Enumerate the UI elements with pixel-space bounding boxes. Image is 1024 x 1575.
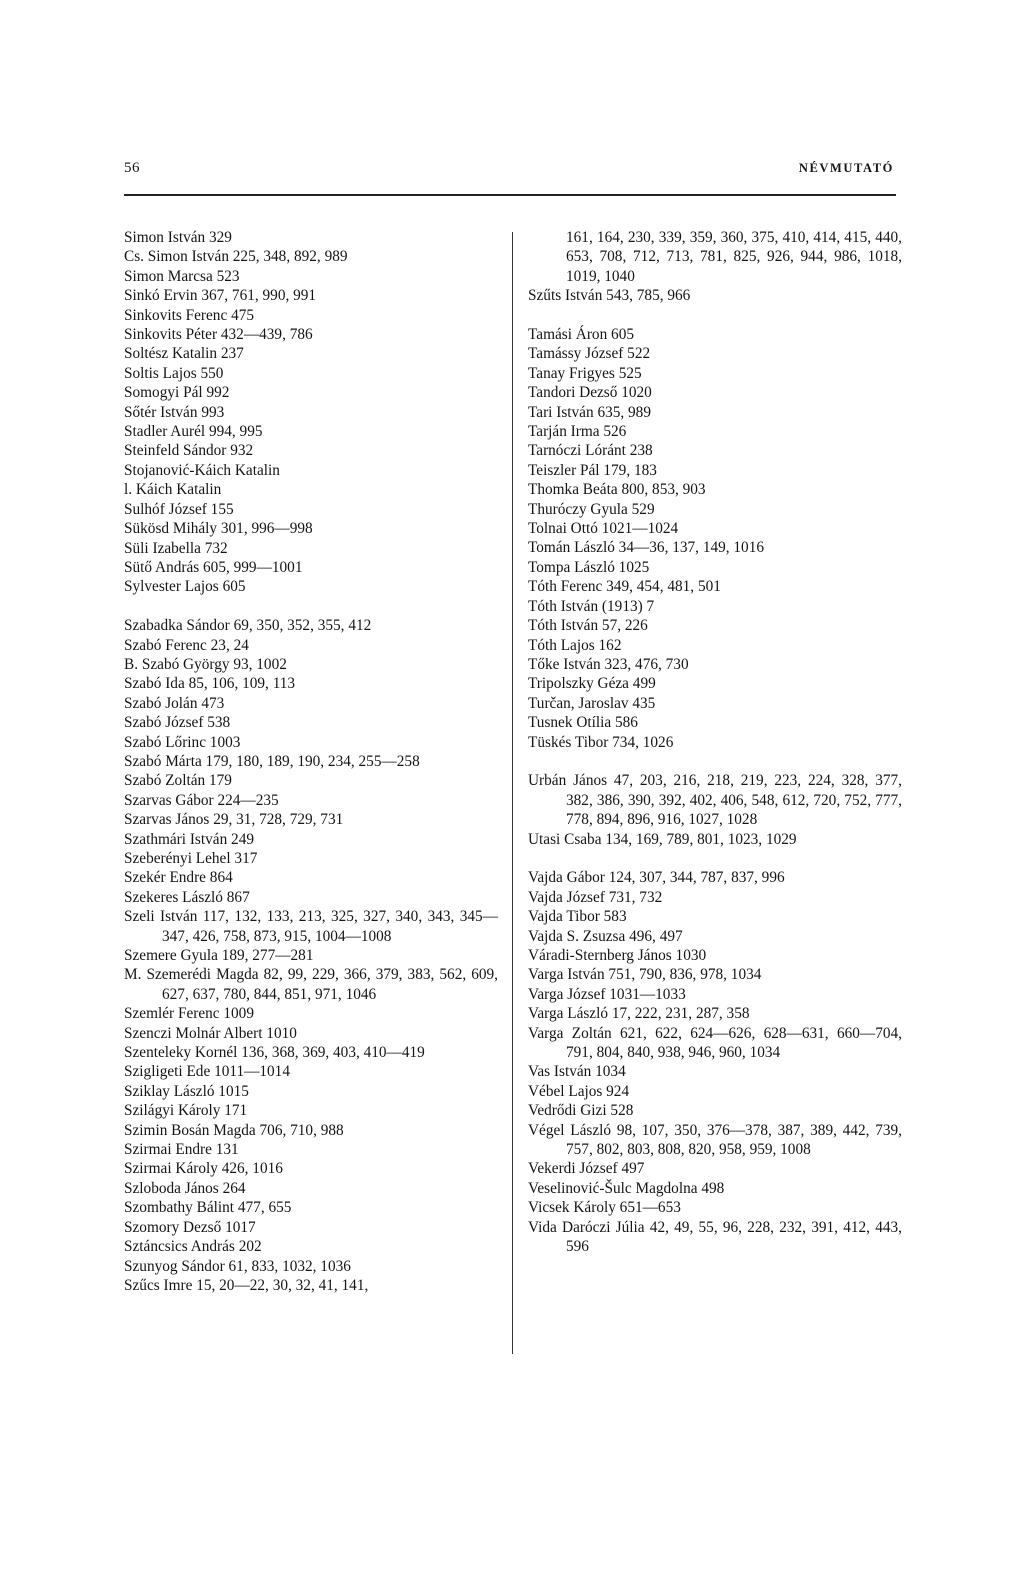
index-entry: Tompa László 1025 bbox=[528, 558, 650, 576]
index-entry: Tarnóczi Lóránt 238 bbox=[528, 442, 653, 460]
index-entry: Turčan, Jaroslav 435 bbox=[528, 694, 656, 712]
index-entry: Varga Zoltán 621, 622, 624—626, 628—631, 660—704, 791, 804, 840, 938, 946, 960, 1034 bbox=[528, 1024, 902, 1062]
index-entry: Szenczi Molnár Albert 1010 bbox=[124, 1024, 297, 1042]
index-entry: Soltész Katalin 237 bbox=[124, 345, 244, 363]
index-entry: Süli Izabella 732 bbox=[124, 539, 228, 557]
index-entry: Szloboda János 264 bbox=[124, 1179, 246, 1197]
index-entry: Tüskés Tibor 734, 1026 bbox=[528, 733, 674, 751]
index-entry: Sinkó Ervin 367, 761, 990, 991 bbox=[124, 287, 317, 305]
index-entry: Tóth István (1913) 7 bbox=[528, 597, 655, 615]
index-entry: Vajda Gábor 124, 307, 344, 787, 837, 996 bbox=[528, 869, 785, 887]
index-entry: Szabó Lőrinc 1003 bbox=[124, 733, 241, 751]
index-entry: Tamássy József 522 bbox=[528, 345, 651, 363]
index-entry: Szimin Bosán Magda 706, 710, 988 bbox=[124, 1121, 344, 1139]
index-entry: Szigligeti Ede 1011—1014 bbox=[124, 1063, 290, 1081]
index-entry: Tripolszky Géza 499 bbox=[528, 675, 656, 693]
index-entry: Szenteleky Kornél 136, 368, 369, 403, 410—419 bbox=[124, 1044, 425, 1062]
index-entry: Szabó Márta 179, 180, 189, 190, 234, 255—258 bbox=[124, 752, 420, 770]
index-entry: Szilágyi Károly 171 bbox=[124, 1102, 248, 1120]
index-entry: Szűts István 543, 785, 966 bbox=[528, 287, 691, 305]
index-entry: Stadler Aurél 994, 995 bbox=[124, 423, 263, 441]
column-divider bbox=[512, 232, 513, 1354]
index-entry: Szeberényi Lehel 317 bbox=[124, 849, 258, 867]
index-entry: Végel László 98, 107, 350, 376—378, 387, 389, 442, 739, 757, 802, 803, 808, 820, 958, 959, 1008 bbox=[528, 1121, 902, 1159]
index-entry: Steinfeld Sándor 932 bbox=[124, 442, 254, 460]
index-entry: Sziklay László 1015 bbox=[124, 1082, 249, 1100]
index-entry: Utasi Csaba 134, 169, 789, 801, 1023, 1029 bbox=[528, 830, 797, 848]
index-entry: Veselinović-Šulc Magdolna 498 bbox=[528, 1179, 725, 1197]
index-entry: Teiszler Pál 179, 183 bbox=[528, 461, 657, 479]
index-entry: Simon István 329 bbox=[124, 229, 232, 246]
index-entry: Tandori Dezső 1020 bbox=[528, 384, 652, 402]
index-entry: Varga László 17, 222, 231, 287, 358 bbox=[528, 1005, 750, 1023]
index-entry: Vébel Lajos 924 bbox=[528, 1082, 630, 1100]
index-entry: Tolnai Ottó 1021—1024 bbox=[528, 520, 679, 538]
index-entry: Szabadka Sándor 69, 350, 352, 355, 412 bbox=[124, 617, 372, 635]
index-entry: Szabó Jolán 473 bbox=[124, 694, 225, 712]
index-entry: Szekér Endre 864 bbox=[124, 869, 233, 887]
index-entry: Szabó Ida 85, 106, 109, 113 bbox=[124, 675, 296, 693]
index-entry: Váradi-Sternberg János 1030 bbox=[528, 946, 707, 964]
index-entry: Varga József 1031—1033 bbox=[528, 985, 686, 1003]
index-entry: Szemere Gyula 189, 277—281 bbox=[124, 947, 314, 965]
index-entry: Szirmai Károly 426, 1016 bbox=[124, 1160, 283, 1178]
section-gap bbox=[528, 752, 902, 771]
index-entry: Urbán János 47, 203, 216, 218, 219, 223, 224, 328, 377, 382, 386, 390, 392, 402, 406, 548, 612, 720, 752, 777, 778, 894, 896, 916, 1027, 1028 bbox=[528, 772, 902, 829]
index-entry: Stojanović-Káich Katalin bbox=[124, 461, 280, 479]
section-gap bbox=[528, 306, 902, 325]
index-entry: Szombathy Bálint 477, 655 bbox=[124, 1199, 292, 1217]
index-entry: Tanay Frigyes 525 bbox=[528, 364, 642, 382]
index-entry: Szarvas Gábor 224—235 bbox=[124, 791, 279, 809]
index-entry: Sztáncsics András 202 bbox=[124, 1238, 262, 1256]
index-entry: Tőke István 323, 476, 730 bbox=[528, 655, 689, 673]
index-entry: Tomán László 34—36, 137, 149, 1016 bbox=[528, 539, 765, 557]
index-entry: Szabó Zoltán 179 bbox=[124, 772, 232, 790]
index-entry: Szekeres László 867 bbox=[124, 888, 250, 906]
index-entry: Vajda Tibor 583 bbox=[528, 908, 627, 926]
index-entry: M. Szemerédi Magda 82, 99, 229, 366, 379, 383, 562, 609, 627, 637, 780, 844, 851, 971, 1046 bbox=[124, 966, 498, 1003]
index-entry: Szomory Dezső 1017 bbox=[124, 1218, 256, 1236]
page-number: 56 bbox=[124, 160, 140, 176]
index-entry: Szűcs Imre 15, 20—22, 30, 32, 41, 141, bbox=[124, 1276, 369, 1294]
index-entry: Szathmári István 249 bbox=[124, 830, 254, 848]
index-entry: Tusnek Otília 586 bbox=[528, 714, 638, 732]
index-entry: Sylvester Lajos 605 bbox=[124, 578, 246, 596]
index-entry: Vekerdi József 497 bbox=[528, 1160, 645, 1178]
index-column-right bbox=[528, 228, 902, 1256]
index-entry: Thomka Beáta 800, 853, 903 bbox=[528, 481, 706, 499]
index-entry: Soltis Lajos 550 bbox=[124, 364, 224, 382]
header-rule bbox=[124, 194, 896, 196]
index-entry: B. Szabó György 93, 1002 bbox=[124, 655, 287, 673]
index-entry: Tarján Irma 526 bbox=[528, 423, 627, 441]
index-entry: Vajda József 731, 732 bbox=[528, 888, 663, 906]
index-entry: Szirmai Endre 131 bbox=[124, 1141, 239, 1159]
index-entry: Tari István 635, 989 bbox=[528, 403, 651, 421]
index-entry: Vedrődi Gizi 528 bbox=[528, 1102, 634, 1120]
index-entry: Szabó József 538 bbox=[124, 714, 231, 732]
index-entry: Sinkovits Ferenc 475 bbox=[124, 306, 255, 324]
index-entry: Thuróczy Gyula 529 bbox=[528, 500, 655, 518]
index-entry: Szunyog Sándor 61, 833, 1032, 1036 bbox=[124, 1257, 351, 1275]
index-entry: Vida Daróczi Júlia 42, 49, 55, 96, 228, 232, 391, 412, 443, 596 bbox=[528, 1218, 902, 1256]
index-entry: Vicsek Károly 651—653 bbox=[528, 1199, 681, 1217]
index-entry: Tamási Áron 605 bbox=[528, 326, 634, 344]
index-entry: Sütő András 605, 999—1001 bbox=[124, 558, 303, 576]
index-entry: Simon Marcsa 523 bbox=[124, 267, 240, 285]
section-gap bbox=[528, 849, 902, 868]
index-entry: Cs. Simon István 225, 348, 892, 989 bbox=[124, 248, 348, 266]
running-head: NÉVMUTATÓ bbox=[798, 161, 894, 175]
index-entry: Sinkovits Péter 432—439, 786 bbox=[124, 326, 313, 344]
index-entry: l. Káich Katalin bbox=[124, 481, 222, 499]
index-entry: Varga István 751, 790, 836, 978, 1034 bbox=[528, 966, 762, 984]
index-entry: Szeli István 117, 132, 133, 213, 325, 327, 340, 343, 345—347, 426, 758, 873, 915, 1004—1008 bbox=[124, 908, 498, 945]
index-entry: Sulhóf József 155 bbox=[124, 500, 234, 518]
index-entry: Somogyi Pál 992 bbox=[124, 384, 230, 402]
section-gap bbox=[124, 597, 498, 616]
index-entry: Tóth Ferenc 349, 454, 481, 501 bbox=[528, 578, 721, 596]
index-entry: Sükösd Mihály 301, 996—998 bbox=[124, 520, 313, 538]
index-entry-continuation: 161, 164, 230, 339, 359, 360, 375, 410, 414, 415, 440, 653, 708, 712, 713, 781, 825, 926, 944, 986, 1018, 1019, 1040 bbox=[566, 229, 902, 285]
index-entry: Tóth Lajos 162 bbox=[528, 636, 622, 654]
index-entry: Tóth István 57, 226 bbox=[528, 617, 648, 635]
index-entry: Vajda S. Zsuzsa 496, 497 bbox=[528, 927, 683, 945]
index-entry: Szemlér Ferenc 1009 bbox=[124, 1005, 254, 1023]
index-entry: Vas István 1034 bbox=[528, 1063, 626, 1081]
index-entry: Sőtér István 993 bbox=[124, 403, 225, 421]
index-column-left bbox=[124, 228, 498, 1295]
index-entry: Szabó Ferenc 23, 24 bbox=[124, 636, 249, 654]
index-entry: Szarvas János 29, 31, 728, 729, 731 bbox=[124, 811, 344, 829]
